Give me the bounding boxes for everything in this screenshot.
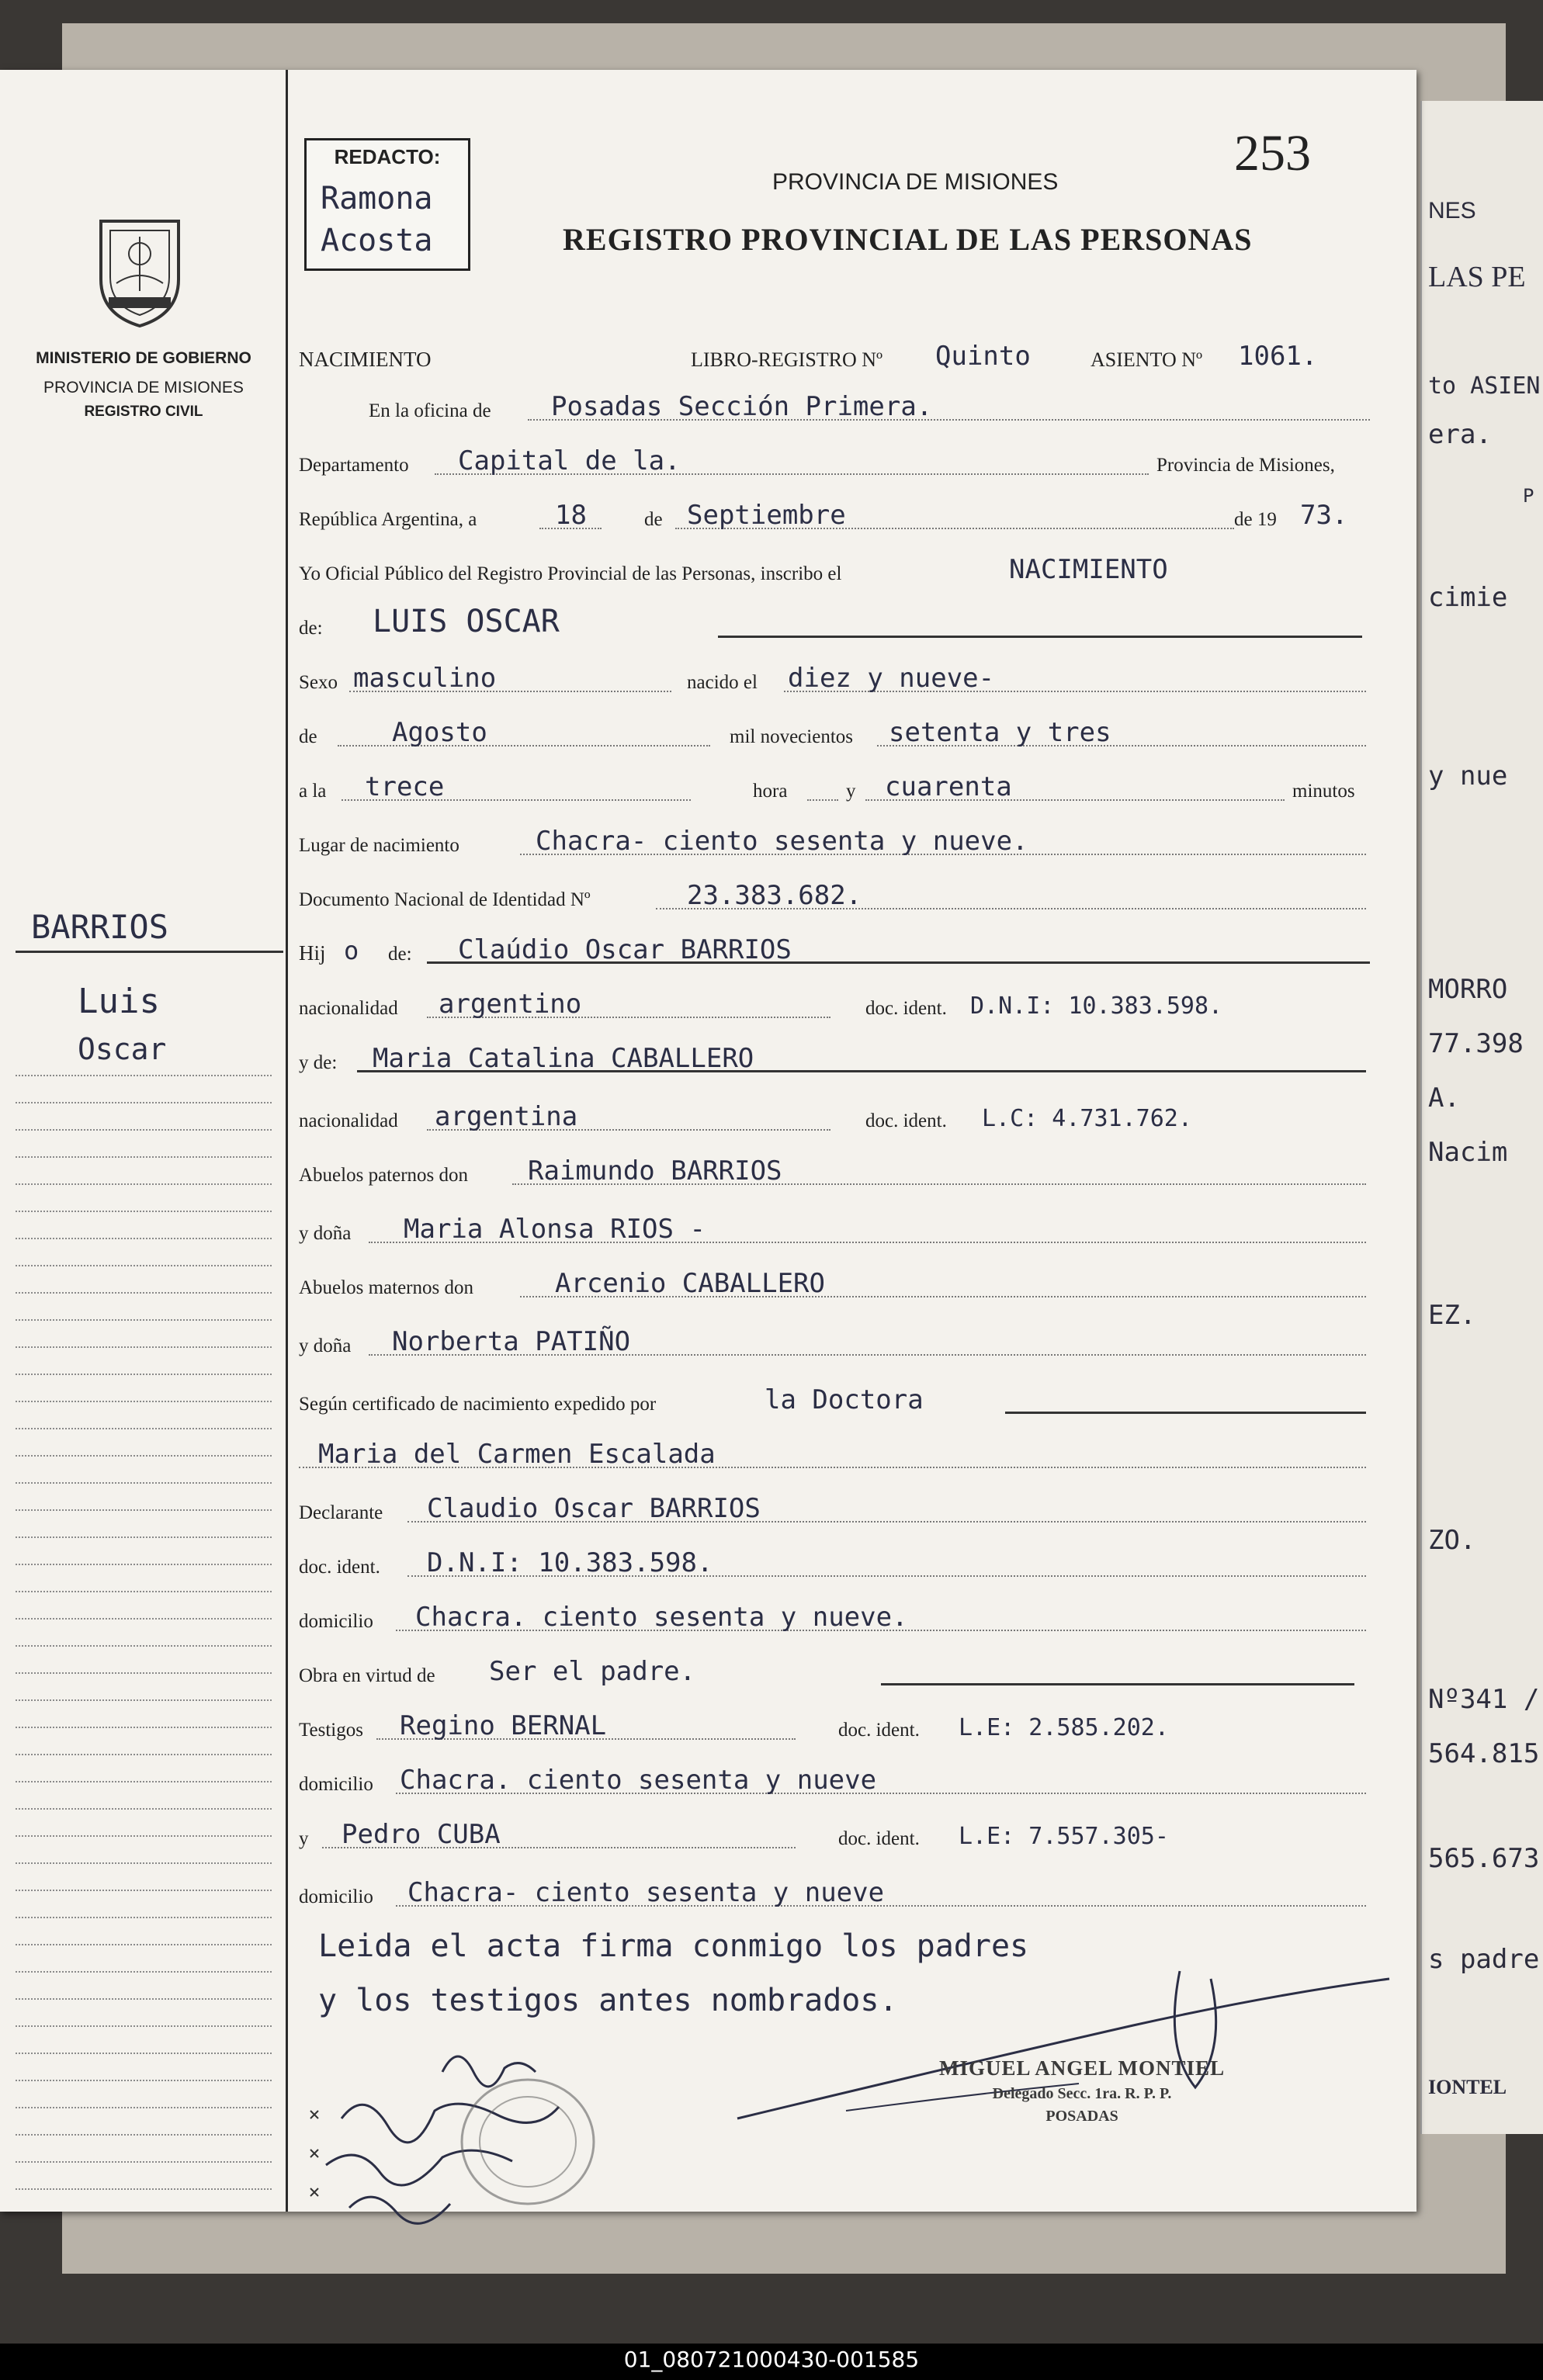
margin-rule: [16, 1319, 272, 1321]
row-declarante-doc: [299, 1544, 1370, 1583]
row-testigo1: [299, 1707, 1370, 1746]
abuelo-paterno-value: Raimundo BARRIOS: [528, 1155, 782, 1187]
image-id-label: 01_080721000430-001585: [623, 2347, 920, 2372]
fragment: IONTEL: [1428, 2076, 1507, 2098]
obra-label: Obra en virtud de: [299, 1665, 435, 1686]
row-oficina: [299, 388, 1370, 427]
testigo1-doc-value: L.E: 2.585.202.: [959, 1714, 1169, 1741]
ministry-line: MINISTERIO DE GOBIERNO: [36, 349, 251, 367]
official-name: MIGUEL ANGEL MONTIEL: [939, 2056, 1226, 2080]
libro-label: LIBRO-REGISTRO Nº: [691, 348, 883, 371]
adjacent-page: [1420, 101, 1543, 2134]
anio-value: 73.: [1300, 500, 1348, 531]
ministry-line: PROVINCIA DE MISIONES: [43, 379, 244, 397]
nombre-value: LUIS OSCAR: [373, 604, 560, 639]
margin-rule: [16, 1699, 272, 1701]
fragment: 564.815: [1428, 1738, 1540, 1769]
testigo1-domicilio-value: Chacra. ciento sesenta y nueve: [400, 1765, 877, 1796]
abuelo-materno-value: Arcenio CABALLERO: [555, 1268, 825, 1299]
margin-rule: [16, 1156, 272, 1158]
margin-rule: [16, 1835, 272, 1837]
testigo1-value: Regino BERNAL: [400, 1710, 607, 1741]
row-certificado: [299, 1381, 1370, 1420]
margin-divider: [16, 951, 283, 953]
margin-rule: [16, 1564, 272, 1565]
margin-column: [0, 70, 288, 2212]
row-fecha: [299, 497, 1370, 535]
margin-rule: [16, 1862, 272, 1864]
abuela-materna-value: Norberta PATIÑO: [392, 1326, 631, 1357]
fragment: 77.398: [1428, 1028, 1524, 1059]
row-abuela-paterna: [299, 1211, 1370, 1249]
abuelos-paternos-label: Abuelos paternos don: [299, 1165, 469, 1186]
hijo-label: Hij: [299, 941, 326, 965]
row-sexo: [299, 660, 1370, 698]
de-label: de:: [299, 618, 323, 639]
dni-value: 23.383.682.: [687, 880, 862, 911]
ydona-label: y doña: [299, 1336, 352, 1356]
fragment: NES: [1428, 198, 1476, 223]
domicilio-label: domicilio: [299, 1774, 373, 1795]
fragment: Nº341 /: [1428, 1684, 1540, 1715]
redacto-name: Acosta: [321, 223, 433, 258]
mil-label: mil novecientos: [730, 726, 853, 747]
margin-rule: [16, 1238, 272, 1239]
margin-rule: [16, 1183, 272, 1185]
doc-padre-value: D.N.I: 10.383.598.: [970, 993, 1223, 1020]
abuelos-maternos-label: Abuelos maternos don: [299, 1277, 473, 1298]
margin-rule: [16, 1211, 272, 1212]
closing-line: y los testigos antes nombrados.: [318, 1983, 898, 2018]
margin-rule: [16, 2161, 272, 2163]
redacto-name: Ramona: [321, 181, 433, 217]
margin-given-name: Luis: [78, 982, 160, 1021]
fragment: to ASIEN: [1428, 372, 1541, 400]
declarante-domicilio-value: Chacra. ciento sesenta y nueve.: [415, 1602, 908, 1633]
margin-rule: [16, 1618, 272, 1620]
official-title: Delegado Secc. 1ra. R. P. P.: [992, 2085, 1172, 2102]
docident-label: doc. ident.: [865, 1110, 947, 1131]
margin-rule: [16, 1509, 272, 1511]
margin-rule: [16, 1971, 272, 1973]
testigo2-value: Pedro CUBA: [342, 1819, 501, 1850]
official-stamp: [939, 2056, 1225, 2125]
fragment: ZO.: [1428, 1525, 1476, 1556]
inscribo-value: NACIMIENTO: [1009, 554, 1168, 585]
minutos-label: minutos: [1292, 781, 1355, 802]
margin-rule: [16, 1428, 272, 1429]
declarante-label: Declarante: [299, 1502, 383, 1523]
obra-value: Ser el padre.: [489, 1656, 696, 1687]
madre-value: Maria Catalina CABALLERO: [373, 1043, 754, 1074]
row-libro: [299, 338, 1370, 376]
sexo-label: Sexo: [299, 672, 338, 693]
fragment: Nacim: [1428, 1137, 1508, 1168]
row-declarante: [299, 1490, 1370, 1529]
registry-header: REGISTRO PROVINCIAL DE LAS PERSONAS: [563, 222, 1253, 257]
dni-label: Documento Nacional de Identidad Nº: [299, 889, 591, 910]
oficina-label: En la oficina de: [369, 400, 491, 421]
row-abuelo-paterno: [299, 1152, 1370, 1191]
margin-rule: [16, 1917, 272, 1918]
row-lugar: [299, 823, 1370, 861]
hora-label: hora: [753, 781, 788, 802]
margin-rule: [16, 1890, 272, 1891]
row-nac-padre: [299, 986, 1370, 1024]
row-nombre: [299, 605, 1370, 644]
yde-label: y de:: [299, 1052, 338, 1073]
margin-rule: [16, 1265, 272, 1266]
row-abuela-materna: [299, 1323, 1370, 1362]
testigos-label: Testigos: [299, 1720, 363, 1741]
fragment: EZ.: [1428, 1300, 1476, 1331]
margin-rule: [16, 1401, 272, 1402]
certificado-value: la Doctora: [765, 1384, 924, 1415]
hijo-de-label: de:: [388, 944, 412, 965]
declarante-value: Claudio Oscar BARRIOS: [427, 1493, 761, 1524]
nacido-value: diez y nueve-: [788, 663, 995, 694]
testigo2-doc-value: L.E: 7.557.305-: [959, 1823, 1169, 1850]
row-nac-madre: [299, 1098, 1370, 1137]
margin-rule: [16, 1727, 272, 1728]
sexo-value: masculino: [353, 663, 497, 694]
domicilio-label: domicilio: [299, 1886, 373, 1907]
nacimiento-label: NACIMIENTO: [299, 348, 432, 371]
margin-rule: [16, 1672, 272, 1674]
margin-rule: [16, 1129, 272, 1131]
minutos-value: cuarenta: [885, 771, 1012, 802]
asiento-label: ASIENTO Nº: [1091, 348, 1203, 371]
margin-rule: [16, 1536, 272, 1538]
margin-rule: [16, 1292, 272, 1294]
row-madre: [299, 1040, 1370, 1079]
margin-rule: [16, 1455, 272, 1457]
redacto-box: [304, 138, 470, 271]
hijo-suffix: o: [344, 936, 359, 965]
de-label: de: [644, 509, 663, 530]
departamento-label: Departamento: [299, 455, 409, 476]
oficial-label: Yo Oficial Público del Registro Provincial de las Personas, inscribo el: [299, 563, 842, 584]
coat-of-arms-seal-icon: [85, 206, 194, 330]
province-header: PROVINCIA DE MISIONES: [772, 169, 1059, 195]
margin-rule: [16, 1754, 272, 1755]
fragment: cimie: [1428, 582, 1508, 613]
row-testigo2-domicilio: [299, 1874, 1370, 1913]
row-declarante-domicilio: [299, 1599, 1370, 1637]
margin-rule: [16, 1374, 272, 1375]
abuela-paterna-value: Maria Alonsa RIOS -: [404, 1214, 706, 1245]
register-page: [0, 70, 1416, 2212]
margin-rule: [16, 1591, 272, 1592]
declarante-doc-value: D.N.I: 10.383.598.: [427, 1547, 713, 1578]
certificado-label: Según certificado de nacimiento expedido por: [299, 1394, 657, 1415]
margin-rule: [16, 2080, 272, 2081]
y-label: y: [846, 781, 856, 802]
nacionalidad-label: nacionalidad: [299, 998, 398, 1019]
fragment: MORRO: [1428, 974, 1508, 1005]
row-obra: [299, 1653, 1370, 1692]
mes-nacimiento-value: Agosto: [392, 717, 487, 748]
libro-value: Quinto: [935, 341, 1031, 372]
republica-label: República Argentina, a: [299, 509, 477, 530]
row-hijo: [299, 931, 1370, 970]
provincia-label: Provincia de Misiones,: [1156, 455, 1335, 476]
dia-value: 18: [555, 500, 587, 531]
footer-bar: [0, 2344, 1543, 2380]
margin-rule: [16, 1645, 272, 1647]
margin-rule: [16, 2025, 272, 2027]
fragment: era.: [1428, 419, 1492, 450]
fragment: LAS PE: [1428, 261, 1526, 293]
domicilio-label: domicilio: [299, 1611, 373, 1632]
anio-label: de 19: [1234, 509, 1277, 530]
ala-label: a la: [299, 781, 327, 802]
de-label: de: [299, 726, 317, 747]
fragment: y nue: [1428, 760, 1508, 792]
y-label: y: [299, 1828, 309, 1849]
docident-label: doc. ident.: [865, 998, 947, 1019]
row-abuelo-materno: [299, 1265, 1370, 1304]
departamento-value: Capital de la.: [458, 445, 681, 476]
margin-rule: [16, 2107, 272, 2108]
fragment: s padre: [1428, 1944, 1540, 1975]
official-city: POSADAS: [1045, 2108, 1118, 2125]
margin-rule: [16, 2134, 272, 2136]
margin-rule: [16, 1808, 272, 1810]
hora-value: trece: [365, 771, 445, 802]
lugar-value: Chacra- ciento sesenta y nueve.: [536, 826, 1028, 857]
padre-value: Claúdio Oscar BARRIOS: [458, 934, 792, 965]
docident-label: doc. ident.: [299, 1557, 380, 1578]
doctora-value: Maria del Carmen Escalada: [318, 1439, 716, 1470]
row-oficial: [299, 551, 1370, 590]
row-dni: [299, 877, 1370, 916]
asiento-value: 1061.: [1238, 341, 1318, 372]
fragment: A.: [1428, 1083, 1460, 1114]
lugar-label: Lugar de nacimiento: [299, 835, 459, 856]
fragment: P: [1523, 485, 1534, 507]
nacionalidad-label: nacionalidad: [299, 1110, 398, 1131]
ministry-line: REGISTRO CIVIL: [84, 404, 203, 420]
row-testigo1-domicilio: [299, 1762, 1370, 1800]
nacido-label: nacido el: [687, 672, 758, 693]
margin-rule: [16, 1944, 272, 1945]
margin-given-name: Oscar: [78, 1032, 167, 1066]
margin-rule: [16, 1998, 272, 2000]
nacionalidad-madre-value: argentina: [435, 1101, 578, 1132]
closing-line: Leida el acta firma conmigo los padres: [318, 1928, 1029, 1964]
redacto-label: REDACTO:: [334, 145, 441, 168]
nacionalidad-padre-value: argentino: [439, 989, 582, 1020]
mes-value: Septiembre: [687, 500, 846, 531]
margin-rule: [16, 1346, 272, 1348]
page-number: 253: [1234, 125, 1311, 182]
row-doctora: [299, 1436, 1370, 1474]
margin-surname: BARRIOS: [31, 908, 169, 946]
ydona-label: y doña: [299, 1223, 352, 1244]
docident-label: doc. ident.: [838, 1720, 920, 1741]
margin-rule: [16, 1075, 272, 1076]
doc-madre-value: L.C: 4.731.762.: [982, 1105, 1192, 1132]
docident-label: doc. ident.: [838, 1828, 920, 1849]
testigo2-domicilio-value: Chacra- ciento sesenta y nueve: [407, 1877, 885, 1908]
anio-nacimiento-value: setenta y tres: [889, 717, 1111, 748]
margin-rule: [16, 1781, 272, 1782]
row-departamento: [299, 442, 1370, 481]
row-mes-nacimiento: [299, 714, 1370, 753]
margin-rule: [16, 1482, 272, 1484]
fragment: 565.673: [1428, 1843, 1540, 1874]
margin-rule: [16, 1102, 272, 1103]
row-hora: [299, 768, 1370, 807]
row-testigo2: [299, 1816, 1370, 1855]
margin-rule: [16, 2188, 272, 2190]
oficina-value: Posadas Sección Primera.: [551, 391, 933, 422]
margin-rule: [16, 2053, 272, 2054]
